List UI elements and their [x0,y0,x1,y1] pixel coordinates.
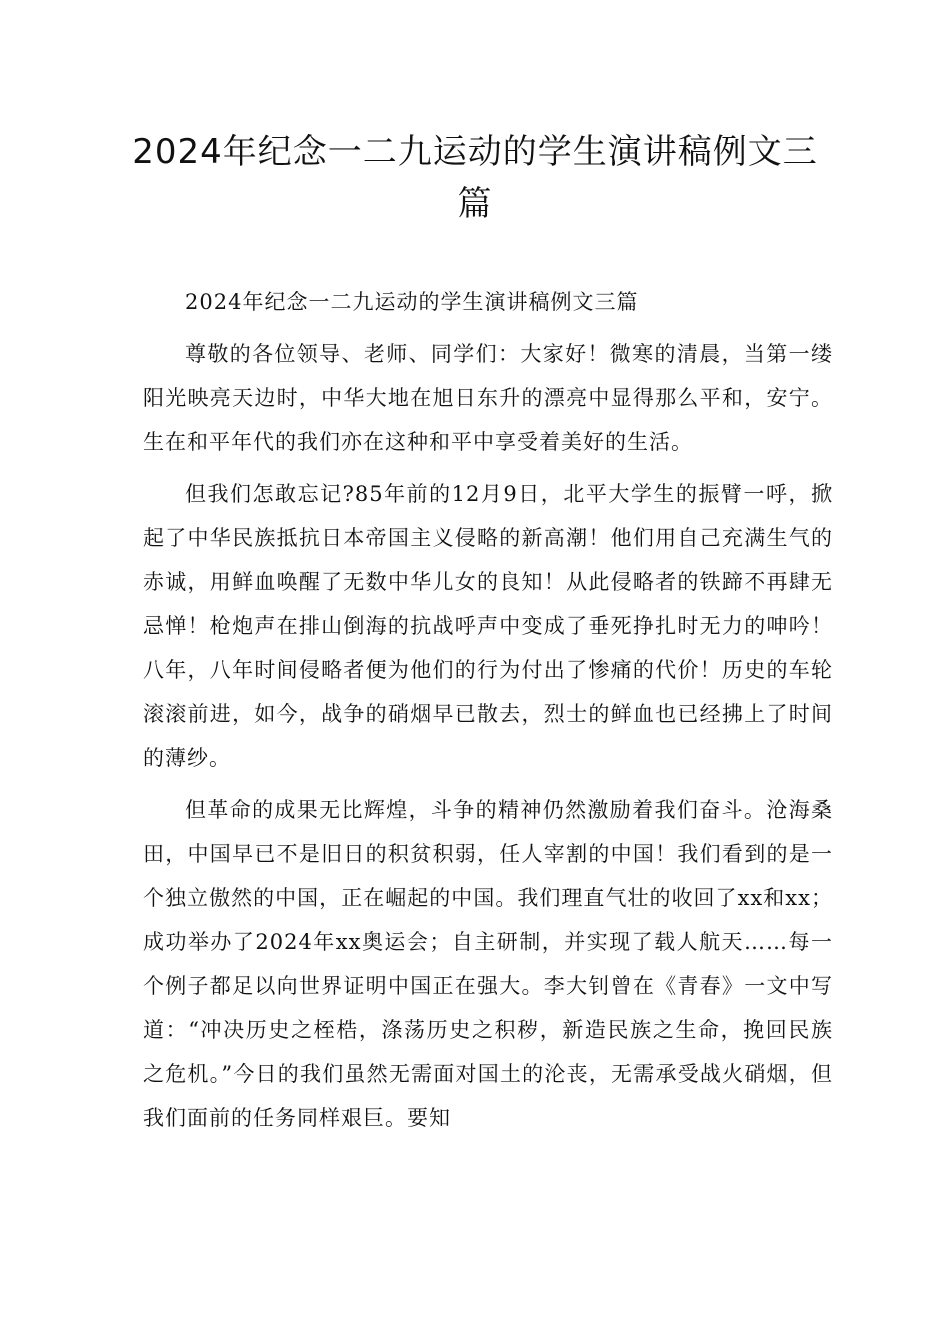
paragraph-history: 但我们怎敢忘记?85年前的12月9日，北平大学生的振臂一呼，掀起了中华民族抵抗日本帝国主义侵略的新高潮！他们用自己充满生气的赤诚，用鲜血唤醒了无数中华儿女的良知！从此侵略者的铁蹄不再肆无忌惮！枪炮声在排山倒海的抗战呼声中变成了垂死挣扎时无力的呻吟！八年，八年时间侵略者便为他们的行为付出了惨痛的代价！历史的车轮滚滚前进，如今，战争的硝烟早已散去，烈士的鲜血也已经拂上了时间的薄纱。 [143,482,833,770]
paragraph-achievements: 但革命的成果无比辉煌，斗争的精神仍然激励着我们奋斗。沧海桑田，中国早已不是旧日的积贫积弱，任人宰割的中国！我们看到的是一个独立傲然的中国，正在崛起的中国。我们理直气壮的收回了xx和xx；成功举办了2024年xx奥运会；自主研制，并实现了载人航天……每一个例子都足以向世界证明中国正在强大。李大钊曾在《青春》一文中写道：“冲决历史之桎梏，涤荡历史之积秽，新造民族之生命，挽回民族之危机。”今日的我们虽然无需面对国土的沦丧，无需承受战火硝烟，但我们面前的任务同样艰巨。要知 [143,798,833,1130]
document-body [143,280,833,1140]
document-subtitle: 2024年纪念一二九运动的学生演讲稿例文三篇 [185,290,639,314]
document-title: 2024年纪念一二九运动的学生演讲稿例文三篇 [132,132,818,224]
paragraph-greeting: 尊敬的各位领导、老师、同学们：大家好！微寒的清晨，当第一缕阳光映亮天边时，中华大地在旭日东升的漂亮中显得那么平和，安宁。生在和平年代的我们亦在这种和平中享受着美好的生活。 [143,342,833,454]
